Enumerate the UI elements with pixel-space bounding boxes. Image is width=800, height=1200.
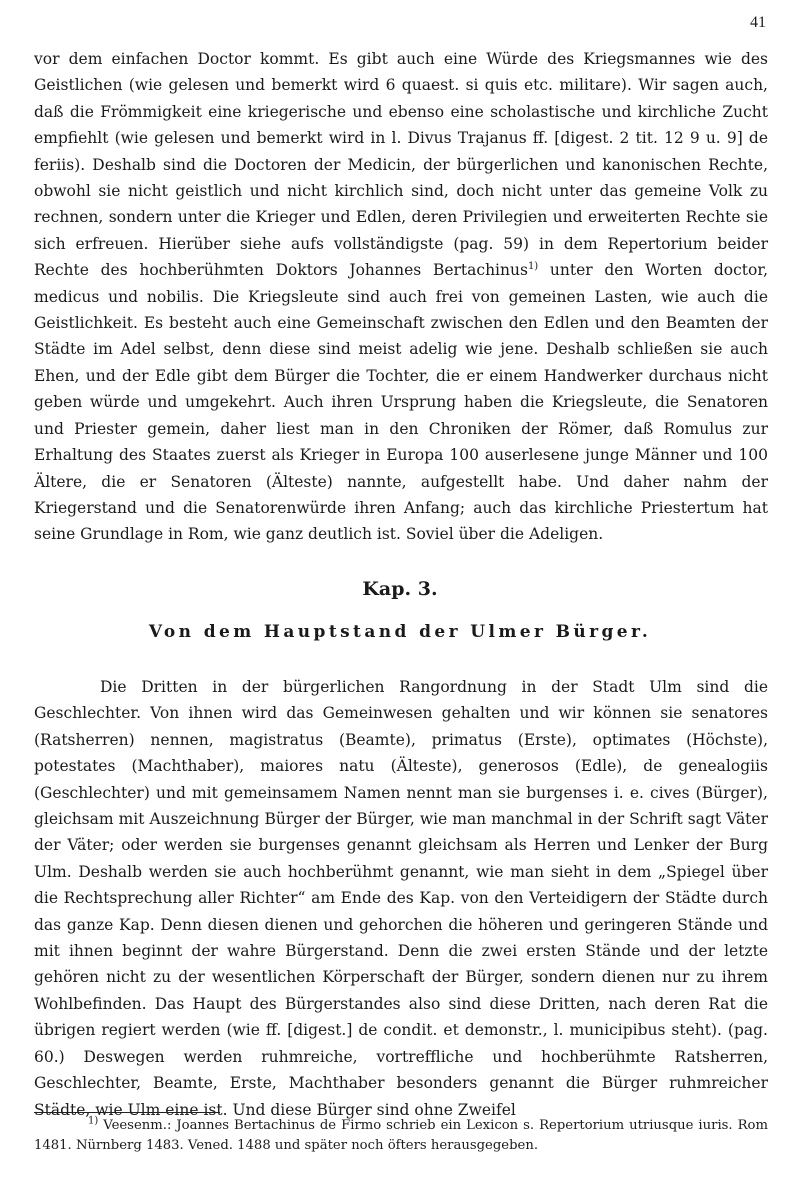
paragraph-citizens: Die Dritten in der bürgerlichen Rangordnung in der Stadt Ulm sind die Geschlechter. Von ihnen wird das Gemeinwesen gehalten und wir können sie senatores (Ratsherren) nennen, magistratus (Beamte), primatus (Erste), optimates (Höchste), potestates (Machthaber), maiores natu (Älteste), generosos (Edle), de genealogiis (Geschlechter) und mit gemeinsamem Namen nennt man sie burgenses i. e. cives (Bürger), gleichsam mit Auszeichnung Bürger der Bürger, wie man manchmal in der Schrift sagt Väter der Väter; oder werden sie burgenses genannt gleichsam als Herren und Lenker der Burg Ulm. Deshalb werden sie auch hochberühmt genannt, wie man sieht in dem „Spiegel über die Rechtsprechung aller Richter“ am Ende des Kap. von den Verteidigern der Städte durch das ganze Kap. Denn diesen dienen und gehorchen die höheren und geringeren Stände und mit ihnen beginnt der wahre Bürgerstand. Denn die zwei ersten Stände und der letzte gehören nicht zu der wesentlichen Körperschaft der Bürger, sondern dienen nur zu ihrem Wohlbefinden. Das Haupt des Bürgerstandes also sind diese Dritten, nach deren Rat die übrigen regiert werden (wie ff. [digest.] de condit. et demonstr., l. municipibus steht). (pag. 60.) Deswegen werden ruhmreiche, vortreffliche und hochberühmte Ratsherren, Geschlechter, Beamte, Erste, Machthaber besonders genannt die Bürger ruhmreicher Städte, wie Ulm eine ist. Und diese Bürger sind ohne Zweifel	[34, 678, 768, 1119]
chapter-subheading: Von dem Hauptstand der Ulmer Bürger.	[148, 622, 652, 642]
paragraph-nobles-text-part1: vor dem einfachen Doctor kommt. Es gibt auch eine Würde des Kriegsmannes wie des Geistlichen (wie gelesen und bemerkt wird 6 quaest. si quis etc. militare). Wir sagen auch, daß die Frömmigkeit eine kriegerische und ebenso eine scholastische und kirchliche Zucht empfiehlt (wie gelesen und bemerkt wird in l. Divus Trajanus ff. [digest. 2 tit. 12 9 u. 9] de feriis). Deshalb sind die Doctoren der Medicin, der bürgerlichen und kanonischen Rechte, obwohl sie nicht geistlich und nicht kirchlich sind, doch nicht unter das gemeine Volk zu rechnen, sondern unter die Krieger und Edlen, deren Privilegien und erweiterten Rechte sie sich erfreuen. Hierüber siehe aufs vollständigste (pag. 59) in dem Repertorium beider Rechte des hochberühmten Doktors Johannes Bertachinus	[34, 50, 768, 280]
footnote	[34, 1116, 768, 1156]
footnote-text: Veesenm.: Joannes Bertachinus de Firmo schrieb ein Lexicon s. Repertorium utriusque iuris. Rom 1481. Nürnberg 1483. Vened. 1488 und später noch öfters herausgegeben.	[34, 1118, 768, 1153]
paragraph-nobles-text-part2: unter den Worten doctor, medicus und nobilis. Die Kriegsleute sind auch frei von gemeinen Lasten, wie auch die Geistlichkeit. Es besteht auch eine Gemeinschaft zwischen den Edlen und den Beamten der Städte im Adel selbst, denn diese sind meist adelig wie jene. Deshalb schließen sie auch Ehen, und der Edle gibt dem Bürger die Tochter, die er einem Handwerker durchaus nicht geben würde und umgekehrt. Auch ihren Ursprung haben die Kriegsleute, die Senatoren und Priester gemein, daher liest man in den Chroniken der Römer, daß Romulus zur Erhaltung des Staates zuerst als Krieger in Europa 100 auserlesene junge Männer und 100 Ältere, die er Senatoren (Älteste) nannte, aufgestellt habe. Und daher nahm der Kriegerstand und die Senatorenwürde ihren Anfang; auch das kirchliche Priestertum hat seine Grundlage in Rom, wie ganz deutlich ist. Soviel über die Adeligen.	[34, 261, 769, 544]
chapter-heading: Kap. 3.	[362, 578, 438, 600]
page-number: 41	[750, 14, 766, 31]
paragraph-nobles	[34, 46, 768, 548]
footnote-marker: 1)	[88, 1115, 99, 1127]
footnote-reference: 1)	[527, 261, 539, 273]
footnote-divider	[34, 1112, 220, 1113]
